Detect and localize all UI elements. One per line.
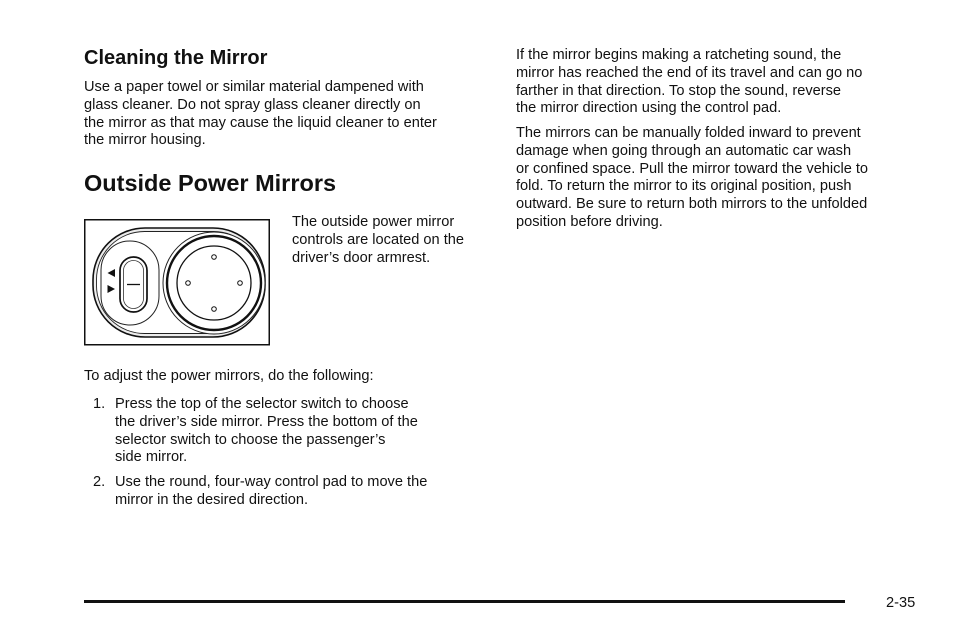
paragraph-line: the mirror housing. xyxy=(84,132,206,149)
paragraph-line: If the mirror begins making a ratcheting sound, the xyxy=(516,47,842,63)
step-number: 1. xyxy=(93,396,106,412)
intro-line: To adjust the power mirrors, do the following: xyxy=(84,368,374,384)
step-line: Use the round, four-way control pad to move the xyxy=(115,474,428,490)
step-text xyxy=(115,396,418,467)
page-number: 2-35 xyxy=(886,595,916,611)
paragraph-line: The mirrors can be manually folded inward to prevent xyxy=(516,125,861,141)
control-pad-dot-right xyxy=(238,281,243,286)
folding-paragraph xyxy=(516,125,868,232)
caption-line: controls are located on the xyxy=(292,231,464,248)
caption-line: The outside power mirror xyxy=(292,214,455,230)
control-pad-dot-up xyxy=(212,255,217,260)
paragraph-line: glass cleaner. Do not spray glass cleaner directly on xyxy=(84,96,421,113)
step-line: Press the top of the selector switch to choose xyxy=(115,396,409,412)
mirror-control-illustration xyxy=(84,219,270,346)
paragraph-line: outward. Be sure to return both mirrors to the unfolded xyxy=(516,196,868,213)
step-text xyxy=(115,474,427,510)
step-line: mirror in the desired direction. xyxy=(115,491,309,508)
paragraph-line: farther in that direction. To stop the sound, reverse xyxy=(516,82,842,99)
paragraph-line: or confined space. Pull the mirror toward the vehicle to xyxy=(516,160,869,177)
paragraph-line: position before driving. xyxy=(516,213,663,230)
caption-line: driver’s door armrest. xyxy=(292,249,431,266)
figure-caption xyxy=(292,214,464,267)
section-heading-outside-power-mirrors: Outside Power Mirrors xyxy=(84,170,337,196)
paragraph-line: the mirror as that may cause the liquid cleaner to enter xyxy=(84,114,437,131)
paragraph-line: damage when going through an automatic car wash xyxy=(516,142,852,159)
paragraph-line: fold. To return the mirror to its original position, push xyxy=(516,178,852,195)
cleaning-paragraph xyxy=(84,79,437,150)
step-line: side mirror. xyxy=(115,449,188,466)
step-line: the driver’s side mirror. Press the bottom of the xyxy=(115,413,418,430)
ratcheting-paragraph xyxy=(516,47,862,118)
control-pad-dot-left xyxy=(186,281,191,286)
paragraph-line: Use a paper towel or similar material dampened with xyxy=(84,79,424,95)
step-line: selector switch to choose the passenger’s xyxy=(115,431,386,448)
steps-intro xyxy=(84,368,374,386)
paragraph-line: mirror has reached the end of its travel and can go no xyxy=(516,64,863,81)
paragraph-line: the mirror direction using the control pad. xyxy=(516,100,782,117)
footer-rule xyxy=(84,600,845,603)
control-pad-dot-down xyxy=(212,307,217,312)
step-number: 2. xyxy=(93,474,106,490)
section-heading-cleaning-the-mirror: Cleaning the Mirror xyxy=(84,47,268,69)
